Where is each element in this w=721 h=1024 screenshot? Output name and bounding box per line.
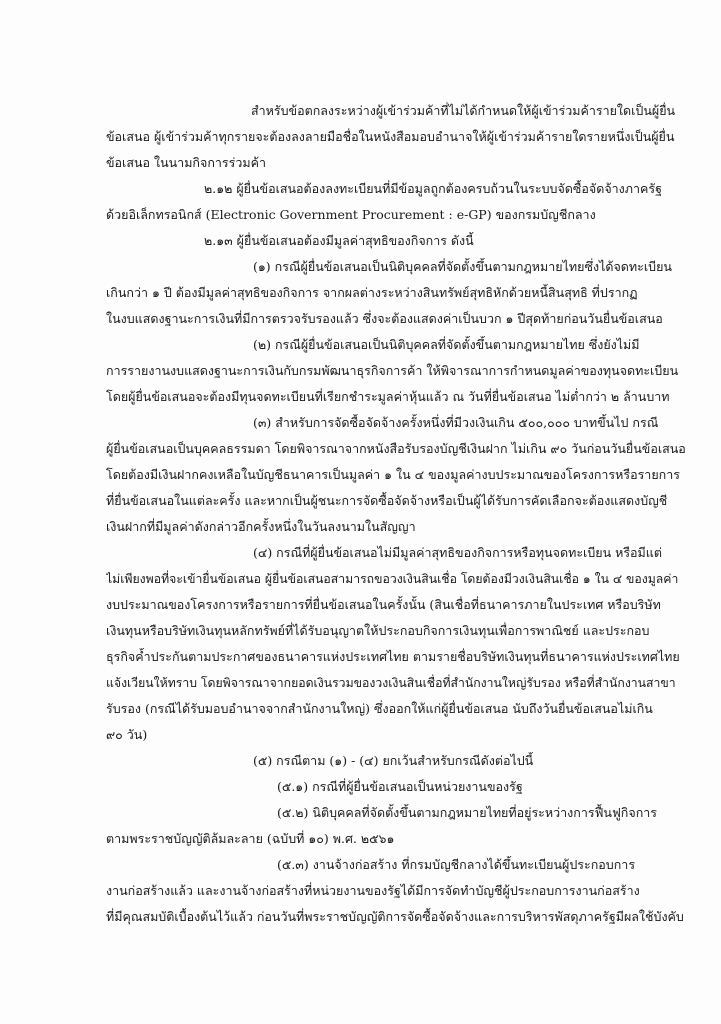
text-line: (๔) กรณีที่ผู้ยื่นข้อเสนอไม่มีมูลค่าสุทธิของกิจการหรือทุนจดทะเบียน หรือมีแต่ xyxy=(253,545,662,560)
text-line: ๒.๑๓ ผู้ยื่นข้อเสนอต้องมีมูลค่าสุทธิของกิจการ ดังนี้ xyxy=(204,233,474,248)
text-line: สำหรับข้อตกลงระหว่างผู้เข้าร่วมค้าที่ไม่ได้กำหนดให้ผู้เข้าร่วมค้ารายใดเป็นผู้ยื่น xyxy=(251,103,676,118)
text-line: การรายงานงบแสดงฐานะการเงินกับกรมพัฒนาธุรกิจการค้า ให้พิจารณาการกำหนดมูลค่าของทุนจดทะเบียน xyxy=(106,363,679,378)
text-line: ในงบแสดงฐานะการเงินที่มีการตรวจรับรองแล้ว ซึ่งจะต้องแสดงค่าเป็นบวก ๑ ปีสุดท้ายก่อนวันยื่นข้อเสนอ xyxy=(106,311,663,326)
text-line: ด้วยอิเล็กทรอนิกส์ (Electronic Government Procurement : e-GP) ของกรมบัญชีกลาง xyxy=(106,207,596,222)
text-line: แจ้งเวียนให้ทราบ โดยพิจารณาจากยอดเงินรวมของวงเงินสินเชื่อที่สำนักงานใหญ่รับรอง หรือที่สำนักงานสาขา xyxy=(106,676,676,690)
text-line: ที่มีคุณสมบัติเบื้องต้นไว้แล้ว ก่อนวันที่พระราชบัญญัติการจัดซื้อจัดจ้างและการบริหารพัสดุภาครัฐมีผลใช้บังคับ xyxy=(106,909,684,924)
text-line: (๓) สำหรับการจัดซื้อจัดจ้างครั้งหนึ่งที่มีวงเงินเกิน ๕๐๐,๐๐๐ บาทขึ้นไป กรณี xyxy=(253,415,659,430)
text-line: ผู้ยื่นข้อเสนอเป็นบุคคลธรรมดา โดยพิจารณาจากหนังสือรับรองบัญชีเงินฝาก ไม่เกิน ๙๐ วันก่อนวันยื่นข้อเสนอ xyxy=(106,441,686,456)
text-line: (๕) กรณีตาม (๑) - (๔) ยกเว้นสำหรับกรณีดังต่อไปนี้ xyxy=(253,753,534,768)
text-line: ธุรกิจค้ำประกันตามประกาศของธนาคารแห่งประเทศไทย ตามรายชื่อบริษัทเงินทุนที่ธนาคารแห่งประเทศไทย xyxy=(106,649,680,664)
text-line: ๒.๑๒ ผู้ยื่นข้อเสนอต้องลงทะเบียนที่มีข้อมูลถูกต้องครบถ้วนในระบบจัดซื้อจัดจ้างภาครัฐ xyxy=(204,181,663,196)
text-line: ข้อเสนอ ผู้เข้าร่วมค้าทุกรายจะต้องลงลายมือชื่อในหนังสือมอบอำนาจให้ผู้เข้าร่วมค้ารายใดรายหนึ่งเป็นผู้ยื่น xyxy=(106,129,675,144)
text-line: (๕.๑) กรณีที่ผู้ยื่นข้อเสนอเป็นหน่วยงานของรัฐ xyxy=(277,779,523,794)
text-line: ตามพระราชบัญญัติล้มละลาย (ฉบับที่ ๑๐) พ.ศ. ๒๕๖๑ xyxy=(106,831,395,846)
text-line: รับรอง (กรณีได้รับมอบอำนาจจากสำนักงานใหญ่) ซึ่งออกให้แก่ผู้ยื่นข้อเสนอ นับถึงวันยื่นข้อเสนอไม่เกิน xyxy=(106,701,653,716)
text-line: เงินฝากที่มีมูลค่าดังกล่าวอีกครั้งหนึ่งในวันลงนามในสัญญา xyxy=(106,519,416,534)
text-line: ข้อเสนอ ในนามกิจการร่วมค้า xyxy=(106,155,266,170)
text-line: เงินทุนหรือบริษัทเงินทุนหลักทรัพย์ที่ได้รับอนุญาตให้ประกอบกิจการเงินทุนเพื่อการพาณิชย์ และประกอบ xyxy=(106,623,650,638)
text-line: (๑) กรณีผู้ยื่นข้อเสนอเป็นนิติบุคคลที่จัดตั้งขึ้นตามกฎหมายไทยซึ่งได้จดทะเบียน xyxy=(253,259,672,274)
text-line: งบประมาณของโครงการหรือรายการที่ยื่นข้อเสนอในครั้งนั้น (สินเชื่อที่ธนาคารภายในประเทศ หรือบริษัท xyxy=(106,597,661,612)
text-line: (๒) กรณีผู้ยื่นข้อเสนอเป็นนิติบุคคลที่จัดตั้งขึ้นตามกฎหมายไทย ซึ่งยังไม่มี xyxy=(253,337,640,352)
text-line: ไม่เพียงพอที่จะเข้ายื่นข้อเสนอ ผู้ยื่นข้อเสนอสามารถขอวงเงินสินเชื่อ โดยต้องมีวงเงินสินเชื่อ ๑ ใน ๔ ของมูลค่า xyxy=(106,572,679,586)
text-line: ที่ยื่นข้อเสนอในแต่ละครั้ง และหากเป็นผู้ชนะการจัดซื้อจัดจ้างหรือเป็นผู้ได้รับการคัดเลือกจะต้องแสดงบัญชี xyxy=(106,493,668,508)
text-line: (๕.๒) นิติบุคคลที่จัดตั้งขึ้นตามกฎหมายไทยที่อยู่ระหว่างการฟื้นฟูกิจการ xyxy=(277,805,658,820)
text-line: โดยต้องมีเงินฝากคงเหลือในบัญชีธนาคารเป็นมูลค่า ๑ ใน ๔ ของมูลค่างบประมาณของโครงการหรือรายการ xyxy=(106,467,680,482)
text-line: โดยผู้ยื่นข้อเสนอจะต้องมีทุนจดทะเบียนที่เรียกชำระมูลค่าหุ้นแล้ว ณ วันที่ยื่นข้อเสนอ ไม่ต่ำกว่า ๒ ล้านบาท xyxy=(106,389,670,404)
text-line: (๕.๓) งานจ้างก่อสร้าง ที่กรมบัญชีกลางได้ขึ้นทะเบียนผู้ประกอบการ xyxy=(277,857,636,872)
text-line: ๙๐ วัน) xyxy=(106,727,148,742)
text-line: งานก่อสร้างแล้ว และงานจ้างก่อสร้างที่หน่วยงานของรัฐได้มีการจัดทำบัญชีผู้ประกอบการงานก่อสร้าง xyxy=(106,883,640,898)
text-line: เกินกว่า ๑ ปี ต้องมีมูลค่าสุทธิของกิจการ จากผลต่างระหว่างสินทรัพย์สุทธิหักด้วยหนี้สินสุทธิ ที่ปรากฏ xyxy=(106,285,638,300)
